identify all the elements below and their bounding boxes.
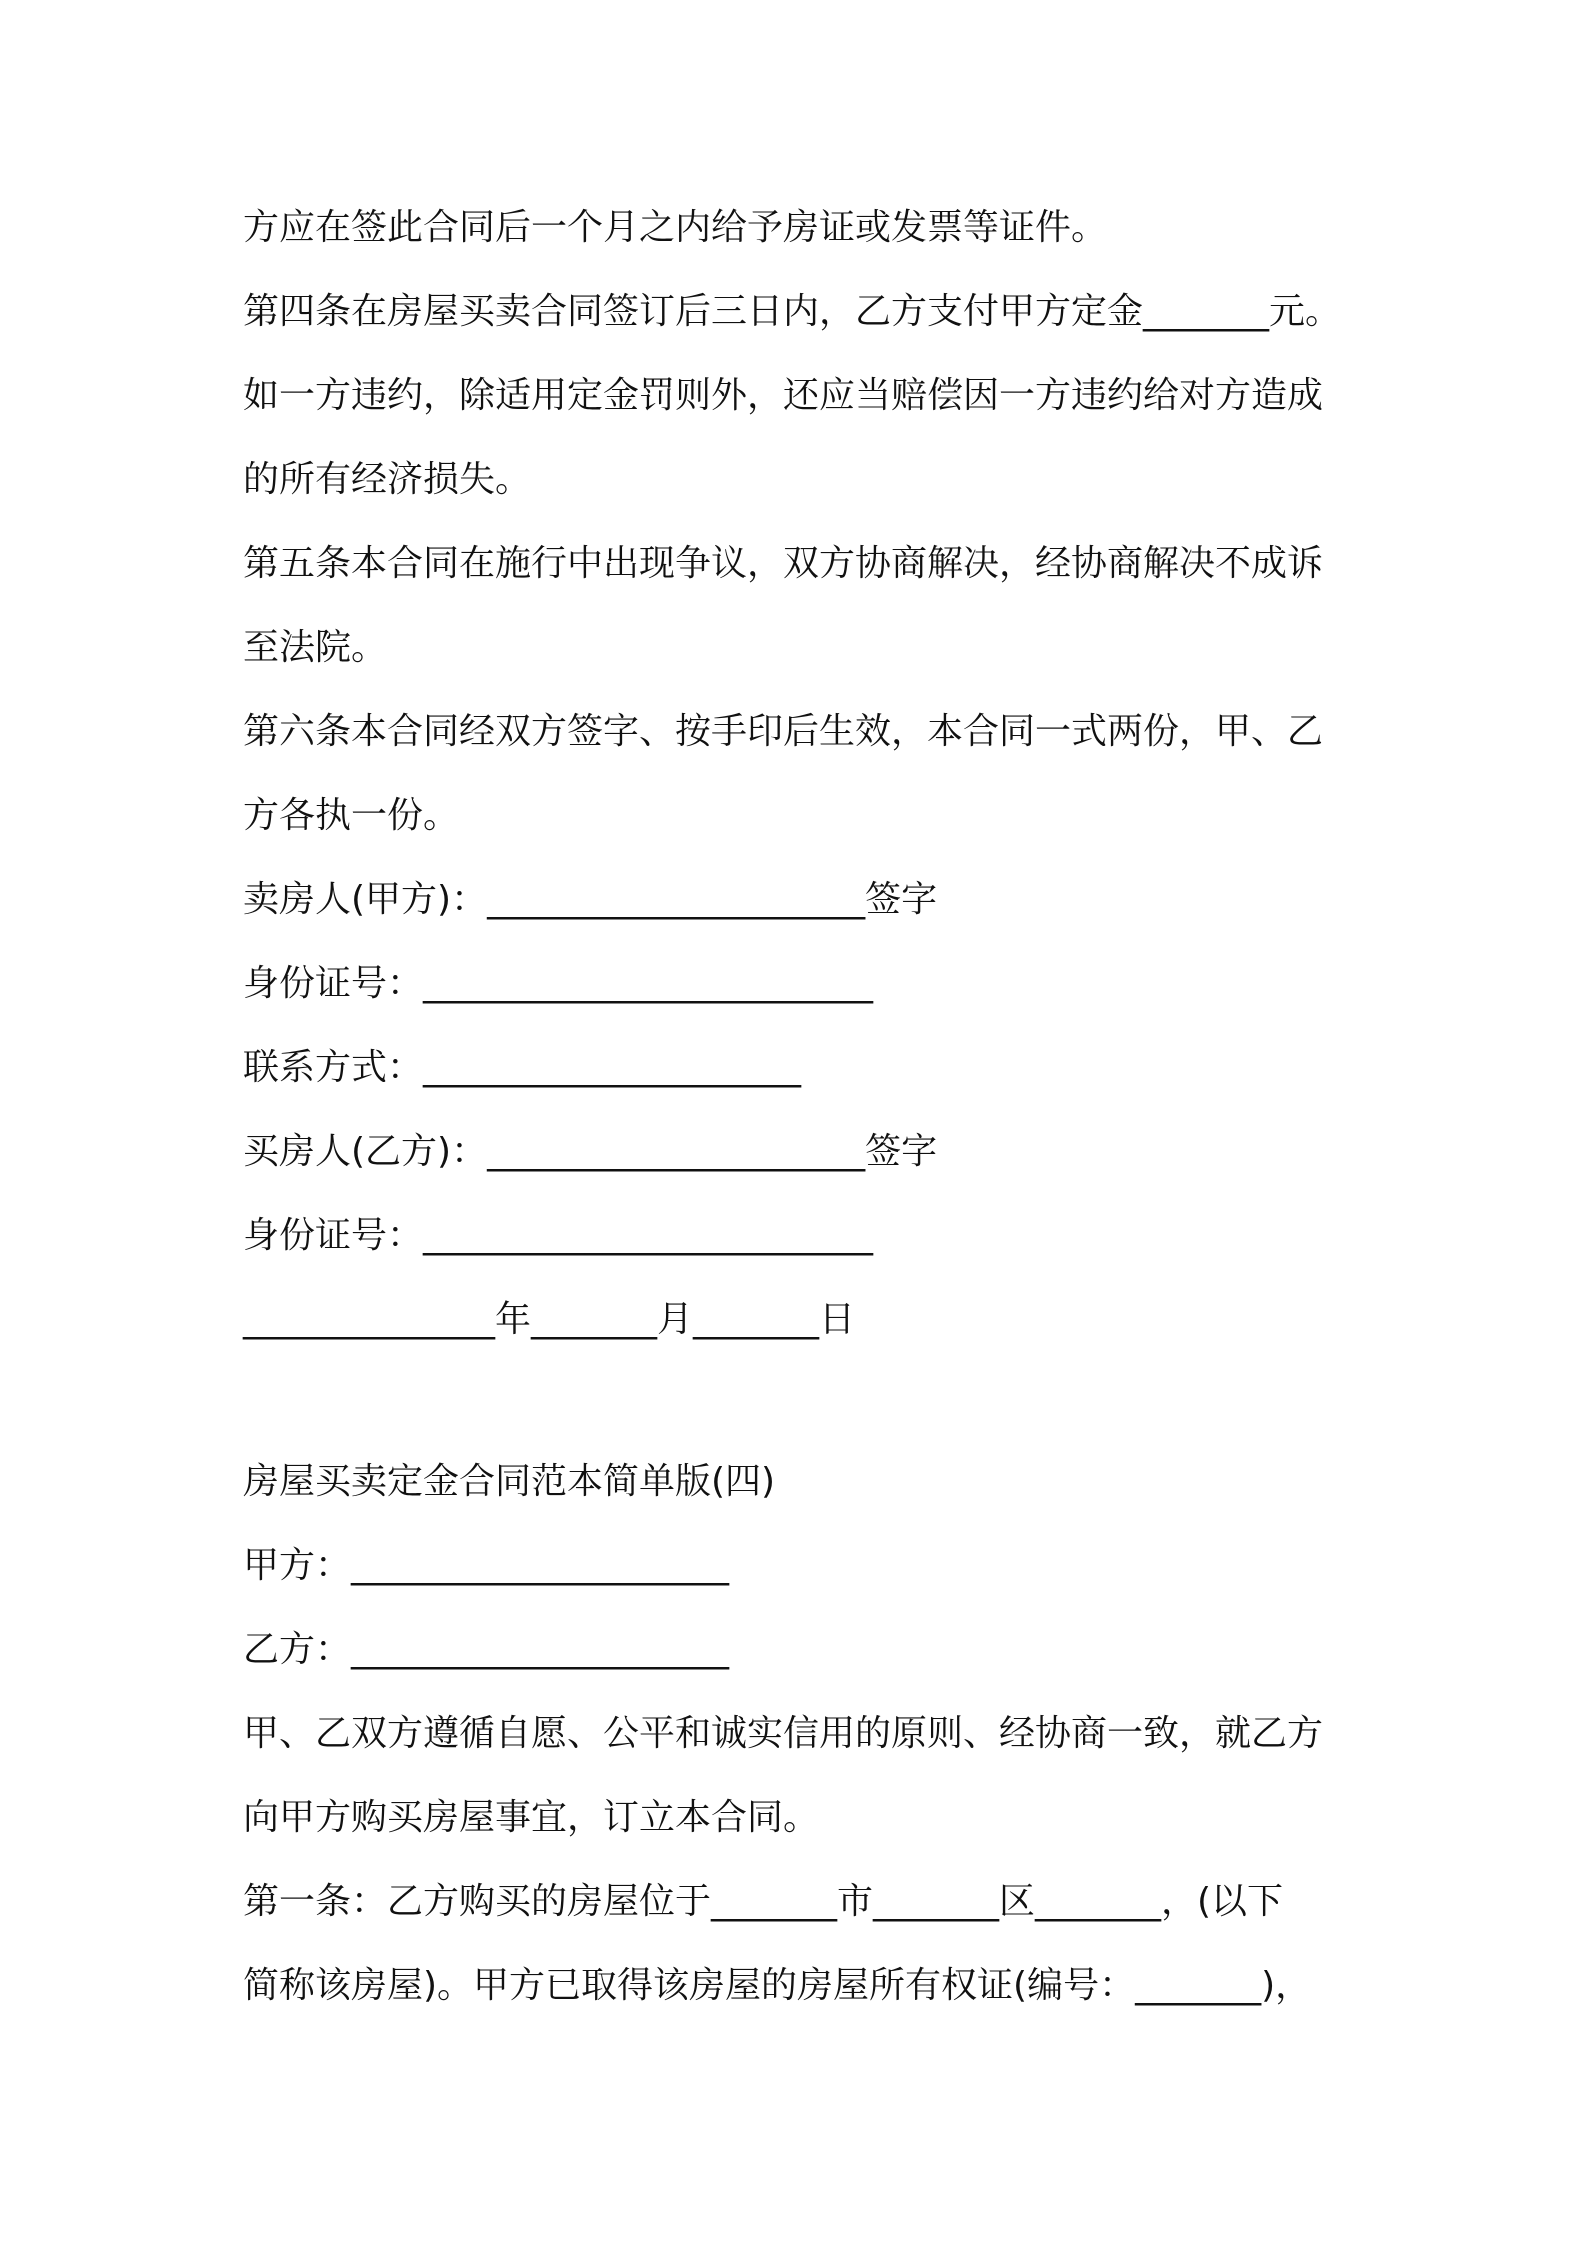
text-line: 方应在签此合同后一个月之内给予房证或发票等证件。 — [243, 207, 1108, 248]
buyer-id-line: 身份证号：_________________________ — [243, 1215, 874, 1256]
text-line: 第五条本合同在施行中出现争议，双方协商解决，经协商解决不成诉 — [243, 543, 1324, 584]
text-line: 第六条本合同经双方签字、按手印后生效，本合同一式两份，甲、乙 — [243, 711, 1324, 752]
text-line: 的所有经济损失。 — [243, 459, 532, 500]
seller-contact-line: 联系方式：_____________________ — [243, 1047, 802, 1088]
party-a-line: 甲方：_____________________ — [243, 1545, 730, 1586]
buyer-signature-line: 买房人(乙方)：_____________________签字 — [243, 1131, 938, 1172]
section-title: 房屋买卖定金合同范本简单版(四) — [243, 1461, 776, 1502]
text-line: 方各执一份。 — [243, 795, 460, 836]
party-b-line: 乙方：_____________________ — [243, 1629, 730, 1670]
text-line: 第四条在房屋买卖合同签订后三日内，乙方支付甲方定金_______元。 — [243, 291, 1342, 332]
seller-signature-line: 卖房人(甲方)：_____________________签字 — [243, 879, 938, 920]
text-line: 如一方违约，除适用定金罚则外，还应当赔偿因一方违约给对方造成 — [243, 375, 1324, 416]
text-line: 向甲方购买房屋事宜，订立本合同。 — [243, 1797, 820, 1838]
seller-id-line: 身份证号：_________________________ — [243, 963, 874, 1004]
text-line: 简称该房屋)。甲方已取得该房屋的房屋所有权证(编号：_______)， — [243, 1965, 1312, 2006]
text-line: 至法院。 — [243, 627, 388, 668]
text-line: 甲、乙双方遵循自愿、公平和诚实信用的原则、经协商一致，就乙方 — [243, 1713, 1324, 1754]
date-line: ______________年_______月_______日 — [243, 1299, 855, 1340]
text-line: 第一条：乙方购买的房屋位于_______市_______区_______，(以下 — [243, 1881, 1284, 1922]
